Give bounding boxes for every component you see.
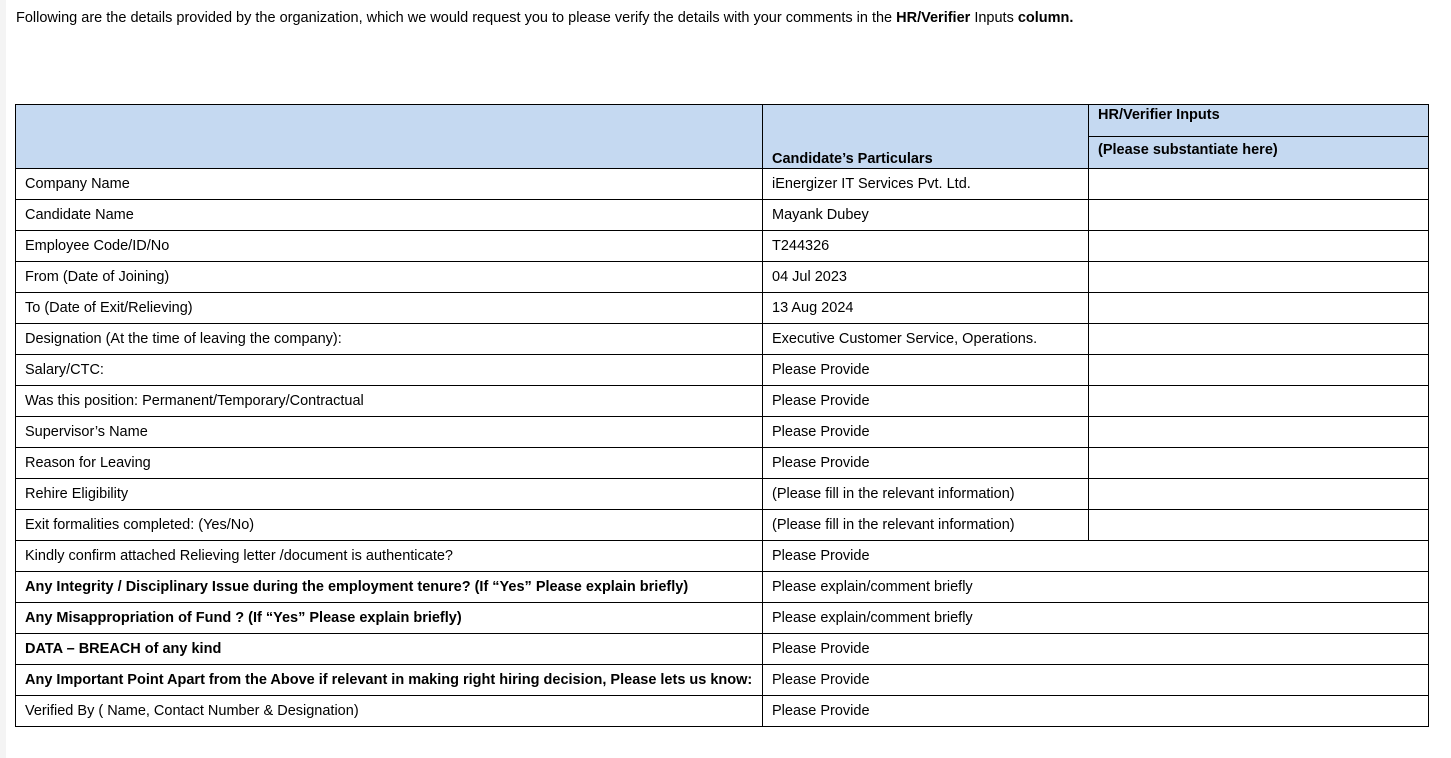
intro-bold-column: column. — [1017, 10, 1074, 26]
verifier-input-cell[interactable] — [1089, 262, 1429, 293]
row-value: Please Provide — [763, 665, 1429, 696]
row-value: Please Provide — [763, 355, 1089, 386]
table-row — [16, 324, 1429, 355]
verifier-input-cell[interactable] — [1089, 231, 1429, 262]
table-row — [16, 355, 1429, 386]
table-row — [16, 634, 1429, 665]
row-label: Employee Code/ID/No — [16, 231, 763, 262]
verifier-input-cell[interactable] — [1089, 293, 1429, 324]
header-verifier-substantiate: (Please substantiate here) — [1089, 137, 1429, 169]
row-label: Supervisor’s Name — [16, 417, 763, 448]
row-value: Mayank Dubey — [763, 200, 1089, 231]
row-value: Please explain/comment briefly — [763, 572, 1429, 603]
page-margin — [0, 0, 6, 758]
row-value: Please Provide — [763, 696, 1429, 727]
intro-bold-verifier: HR/Verifier — [896, 10, 971, 26]
row-label: Any Integrity / Disciplinary Issue during the employment tenure? (If “Yes” Please explain briefly) — [16, 572, 763, 603]
row-label: From (Date of Joining) — [16, 262, 763, 293]
table-row — [16, 510, 1429, 541]
header-verifier-inputs: HR/Verifier Inputs — [1089, 105, 1429, 137]
verifier-input-cell[interactable] — [1089, 510, 1429, 541]
table-row — [16, 231, 1429, 262]
row-value: (Please fill in the relevant information) — [763, 479, 1089, 510]
table-row — [16, 572, 1429, 603]
row-value: 04 Jul 2023 — [763, 262, 1089, 293]
header-particulars: Candidate’s Particulars — [763, 105, 1089, 169]
table-row — [16, 262, 1429, 293]
table-row — [16, 603, 1429, 634]
row-label: Kindly confirm attached Relieving letter /document is authenticate? — [16, 541, 763, 572]
verifier-input-cell[interactable] — [1089, 417, 1429, 448]
row-label: To (Date of Exit/Relieving) — [16, 293, 763, 324]
row-label: Exit formalities completed: (Yes/No) — [16, 510, 763, 541]
row-label: Candidate Name — [16, 200, 763, 231]
row-label: Was this position: Permanent/Temporary/Contractual — [16, 386, 763, 417]
intro-text-1: Following are the details provided by the organization, which we would request you to please verify the details with your comments in the — [16, 10, 897, 26]
row-value: Please Provide — [763, 448, 1089, 479]
row-value: Please Provide — [763, 417, 1089, 448]
verifier-input-cell[interactable] — [1089, 169, 1429, 200]
verifier-input-cell[interactable] — [1089, 479, 1429, 510]
row-label: Rehire Eligibility — [16, 479, 763, 510]
row-label: Company Name — [16, 169, 763, 200]
header-row-1 — [16, 105, 1429, 137]
row-value: (Please fill in the relevant information) — [763, 510, 1089, 541]
row-label: Salary/CTC: — [16, 355, 763, 386]
row-value: Executive Customer Service, Operations. — [763, 324, 1089, 355]
table-row — [16, 541, 1429, 572]
intro-text-2: Inputs — [970, 10, 1018, 26]
row-label: Any Misappropriation of Fund ? (If “Yes” Please explain briefly) — [16, 603, 763, 634]
table-row — [16, 696, 1429, 727]
table-row — [16, 200, 1429, 231]
row-label: DATA – BREACH of any kind — [16, 634, 763, 665]
verifier-input-cell[interactable] — [1089, 200, 1429, 231]
table-row — [16, 665, 1429, 696]
row-value: Please explain/comment briefly — [763, 603, 1429, 634]
verification-table — [15, 104, 1429, 727]
verifier-input-cell[interactable] — [1089, 386, 1429, 417]
row-value: T244326 — [763, 231, 1089, 262]
table-row — [16, 169, 1429, 200]
verifier-input-cell[interactable] — [1089, 324, 1429, 355]
table-row — [16, 417, 1429, 448]
verifier-input-cell[interactable] — [1089, 448, 1429, 479]
table-row — [16, 293, 1429, 324]
row-label: Reason for Leaving — [16, 448, 763, 479]
row-label: Any Important Point Apart from the Above if relevant in making right hiring decision, Please lets us know: — [16, 665, 763, 696]
table-row — [16, 479, 1429, 510]
table-row — [16, 386, 1429, 417]
header-blank-cell — [16, 105, 763, 169]
row-label: Designation (At the time of leaving the company): — [16, 324, 763, 355]
row-value: Please Provide — [763, 634, 1429, 665]
row-value: iEnergizer IT Services Pvt. Ltd. — [763, 169, 1089, 200]
row-value: Please Provide — [763, 386, 1089, 417]
row-value: Please Provide — [763, 541, 1429, 572]
row-label: Verified By ( Name, Contact Number & Designation) — [16, 696, 763, 727]
intro-paragraph — [16, 8, 1073, 28]
table-row — [16, 448, 1429, 479]
verifier-input-cell[interactable] — [1089, 355, 1429, 386]
row-value: 13 Aug 2024 — [763, 293, 1089, 324]
